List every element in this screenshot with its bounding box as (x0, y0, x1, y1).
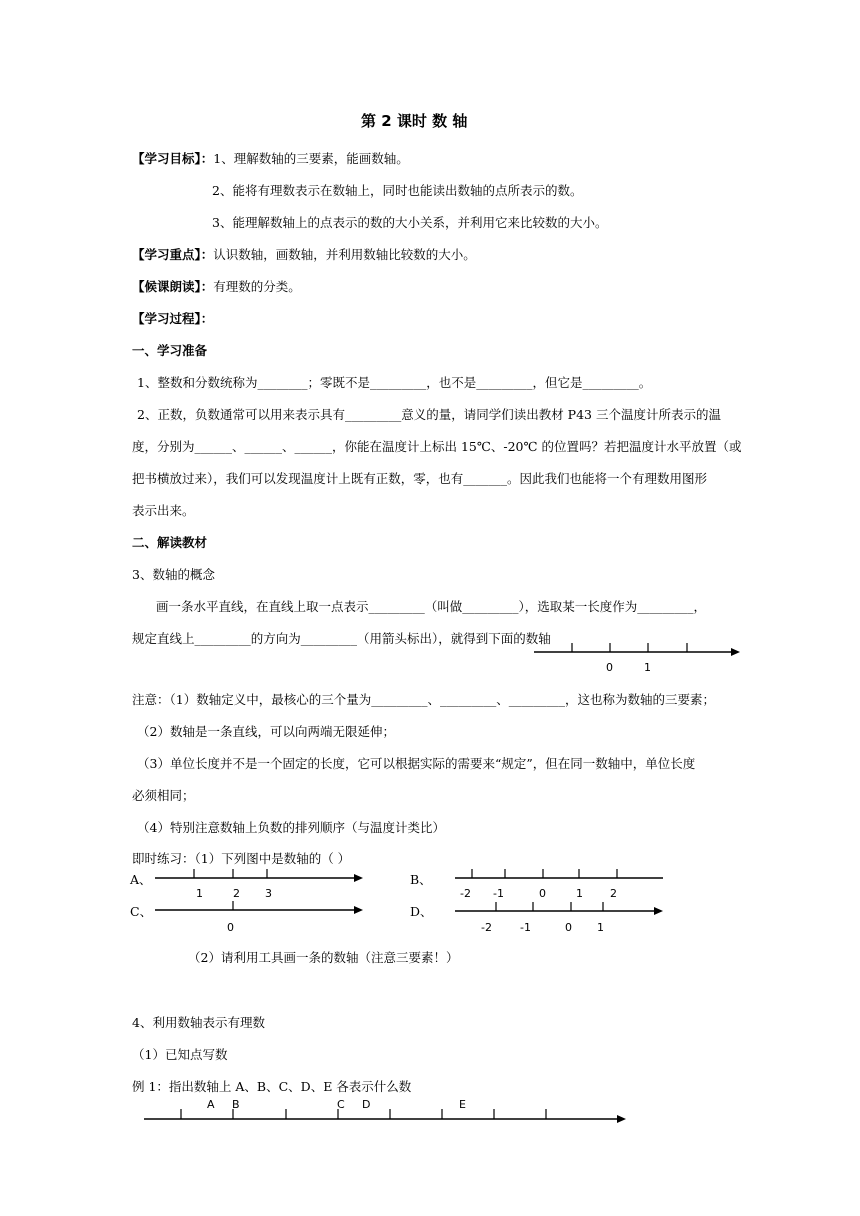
definition-line: 画一条水平直线，在直线上取一点表示_________（叫做_________），选取某一长度作为_________， (156, 599, 707, 614)
definition-line: 规定直线上_________的方向为_________（用箭头标出），就得到下面的数轴 (132, 631, 551, 646)
point-label-b: B (232, 1098, 240, 1111)
practice-prompt: 即时练习：（1）下列图中是数轴的（ ） (132, 851, 351, 866)
goals-label: 【学习目标】： (132, 151, 214, 166)
note-line: （4）特别注意数轴上负数的排列顺序（与温度计类比） (137, 820, 445, 835)
axis-tick-label: -2 (481, 921, 492, 934)
focus-line (132, 247, 476, 263)
note-line: （2）数轴是一条直线，可以向两端无限延伸； (137, 724, 395, 739)
preview-label: 【候课朗读】： (132, 279, 214, 294)
preview-line (132, 279, 301, 295)
process-label: 【学习过程】： (132, 311, 214, 326)
axis-tick-label: 0 (606, 661, 613, 674)
goal-item: 1、理解数轴的三要素，能画数轴。 (213, 151, 409, 166)
example-1: 例 1：指出数轴上 A、B、C、D、E 各表示什么数 (132, 1079, 412, 1094)
arrow-icon (354, 874, 363, 882)
option-d-axis (455, 900, 667, 936)
axis-tick-label: 0 (565, 921, 572, 934)
option-b-label: B、 (410, 872, 432, 887)
goals-line-1 (132, 151, 409, 167)
point-label-c: C (337, 1098, 345, 1111)
question-2-line: 把书横放过来），我们可以发现温度计上既有正数，零，也有_______。因此我们也能将一个有理数用图形 (132, 471, 708, 486)
focus-label: 【学习重点】： (132, 247, 214, 262)
axis-tick-label: -1 (520, 921, 531, 934)
arrow-icon (654, 907, 663, 915)
axis-tick-label: 2 (610, 887, 617, 900)
point-label-a: A (207, 1098, 215, 1111)
axis-tick-label: 2 (233, 887, 240, 900)
axis-tick-label: 1 (597, 921, 604, 934)
goal-item: 2、能将有理数表示在数轴上，同时也能读出数轴的点所表示的数。 (212, 183, 583, 198)
section2-heading: 二、解读教材 (132, 535, 208, 550)
axis-tick-label: 3 (265, 887, 272, 900)
note-line: 必须相同； (132, 788, 195, 803)
axis-tick-label: 0 (539, 887, 546, 900)
option-c-axis (155, 900, 367, 936)
axis-tick-label: -1 (493, 887, 504, 900)
option-a-label: A、 (130, 872, 152, 887)
axis-tick-label: 1 (576, 887, 583, 900)
option-b-axis (455, 868, 667, 904)
goal-item: 3、能理解数轴上的点表示的数的大小关系，并利用它来比较数的大小。 (212, 215, 608, 230)
section1-heading: 一、学习准备 (132, 343, 208, 358)
question-1: 1、整数和分数统称为________；零既不是_________，也不是_________，但它是_________。 (137, 375, 652, 390)
item4-heading: 4、利用数轴表示有理数 (132, 1015, 265, 1030)
point-label-e: E (459, 1098, 466, 1111)
axis-tick-label: -2 (460, 887, 471, 900)
page-title: 第 2 课时 数 轴 (361, 112, 468, 130)
axis-tick-label: 0 (227, 921, 234, 934)
example-number-axis (140, 1094, 630, 1128)
question-2-line: 2、正数，负数通常可以用来表示具有_________意义的量，请同学们读出教材 P43 三个温度计所表示的温 (137, 407, 721, 422)
option-c-label: C、 (130, 904, 153, 919)
item3-heading: 3、数轴的概念 (132, 567, 215, 582)
axis-tick-label: 1 (644, 661, 651, 674)
note-line: 注意：（1）数轴定义中，最核心的三个量为_________、_________、_________，这也称为数轴的三要素； (132, 692, 715, 707)
question-2-line: 度，分别为______、______、______，你能在温度计上标出 15℃、-20℃ 的位置吗？若把温度计水平放置（或 (132, 439, 742, 454)
definition-number-axis (530, 640, 742, 676)
arrow-icon (731, 648, 740, 656)
focus-text: 认识数轴，画数轴，并利用数轴比较数的大小。 (213, 247, 476, 262)
axis-tick-label: 1 (196, 887, 203, 900)
preview-text: 有理数的分类。 (213, 279, 301, 294)
question-2-line: 表示出来。 (132, 503, 195, 518)
option-a-axis (155, 868, 367, 904)
point-label-d: D (362, 1098, 371, 1111)
practice-question-2: （2）请利用工具画一条的数轴（注意三要素！） (188, 950, 459, 965)
item4-sub1: （1）已知点写数 (132, 1047, 228, 1062)
note-line: （3）单位长度并不是一个固定的长度，它可以根据实际的需要来“规定”，但在同一数轴中，单位长度 (137, 756, 696, 771)
option-d-label: D、 (410, 904, 433, 919)
arrow-icon (354, 906, 363, 914)
arrow-icon (617, 1115, 626, 1123)
